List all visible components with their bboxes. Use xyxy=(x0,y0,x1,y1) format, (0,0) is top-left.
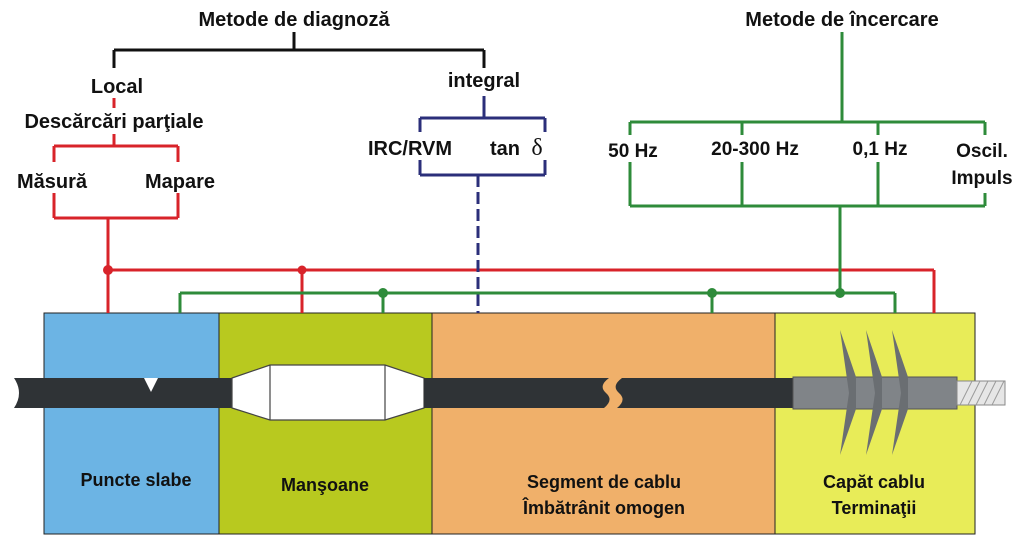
cable-middle-b xyxy=(616,378,793,408)
diagnosis-title: Metode de diagnoză xyxy=(198,9,390,31)
impuls-label: Impuls xyxy=(951,168,1013,189)
joints-label: Manşoane xyxy=(280,475,370,495)
test-junction-dot-2 xyxy=(707,288,717,298)
freq-01hz-label: 0,1 Hz xyxy=(852,139,908,160)
delta-symbol: δ xyxy=(531,135,543,161)
weak-points-panel xyxy=(44,313,219,534)
integral-lines xyxy=(420,96,545,313)
oscil-label: Oscil. xyxy=(956,141,1008,162)
tan-label: tan xyxy=(490,138,520,160)
partial-discharges-label: Descărcări parţiale xyxy=(24,111,204,133)
measurement-label: Măsură xyxy=(16,171,88,193)
joints-panel xyxy=(219,313,432,534)
freq-50hz-label: 50 Hz xyxy=(608,141,658,162)
integral-label: integral xyxy=(447,70,521,92)
cable-left xyxy=(14,378,232,408)
weak-points-label: Puncte slabe xyxy=(80,470,192,490)
diagnosis-tree-lines xyxy=(114,32,484,68)
irc-rvm-label: IRC/RVM xyxy=(367,138,453,160)
pd-junction-dot-1 xyxy=(103,265,113,275)
mapping-label: Mapare xyxy=(144,171,216,193)
local-label: Local xyxy=(90,76,144,98)
joint-sleeve xyxy=(232,365,424,420)
test-junction-dot-3 xyxy=(835,288,845,298)
cable-segment-label-line2: Îmbătrânit omogen xyxy=(522,498,686,518)
testing-title: Metode de încercare xyxy=(745,9,939,31)
cable-end-label-line2: Terminaţii xyxy=(831,498,917,518)
cable-middle-a xyxy=(424,378,610,408)
test-junction-dot-1 xyxy=(378,288,388,298)
cable-end-label-line1: Capăt cablu xyxy=(822,472,926,492)
freq-20-300hz-label: 20-300 Hz xyxy=(711,139,799,160)
pd-junction-dot-2 xyxy=(298,266,307,275)
cable-segment-label-line1: Segment de cablu xyxy=(526,472,682,492)
